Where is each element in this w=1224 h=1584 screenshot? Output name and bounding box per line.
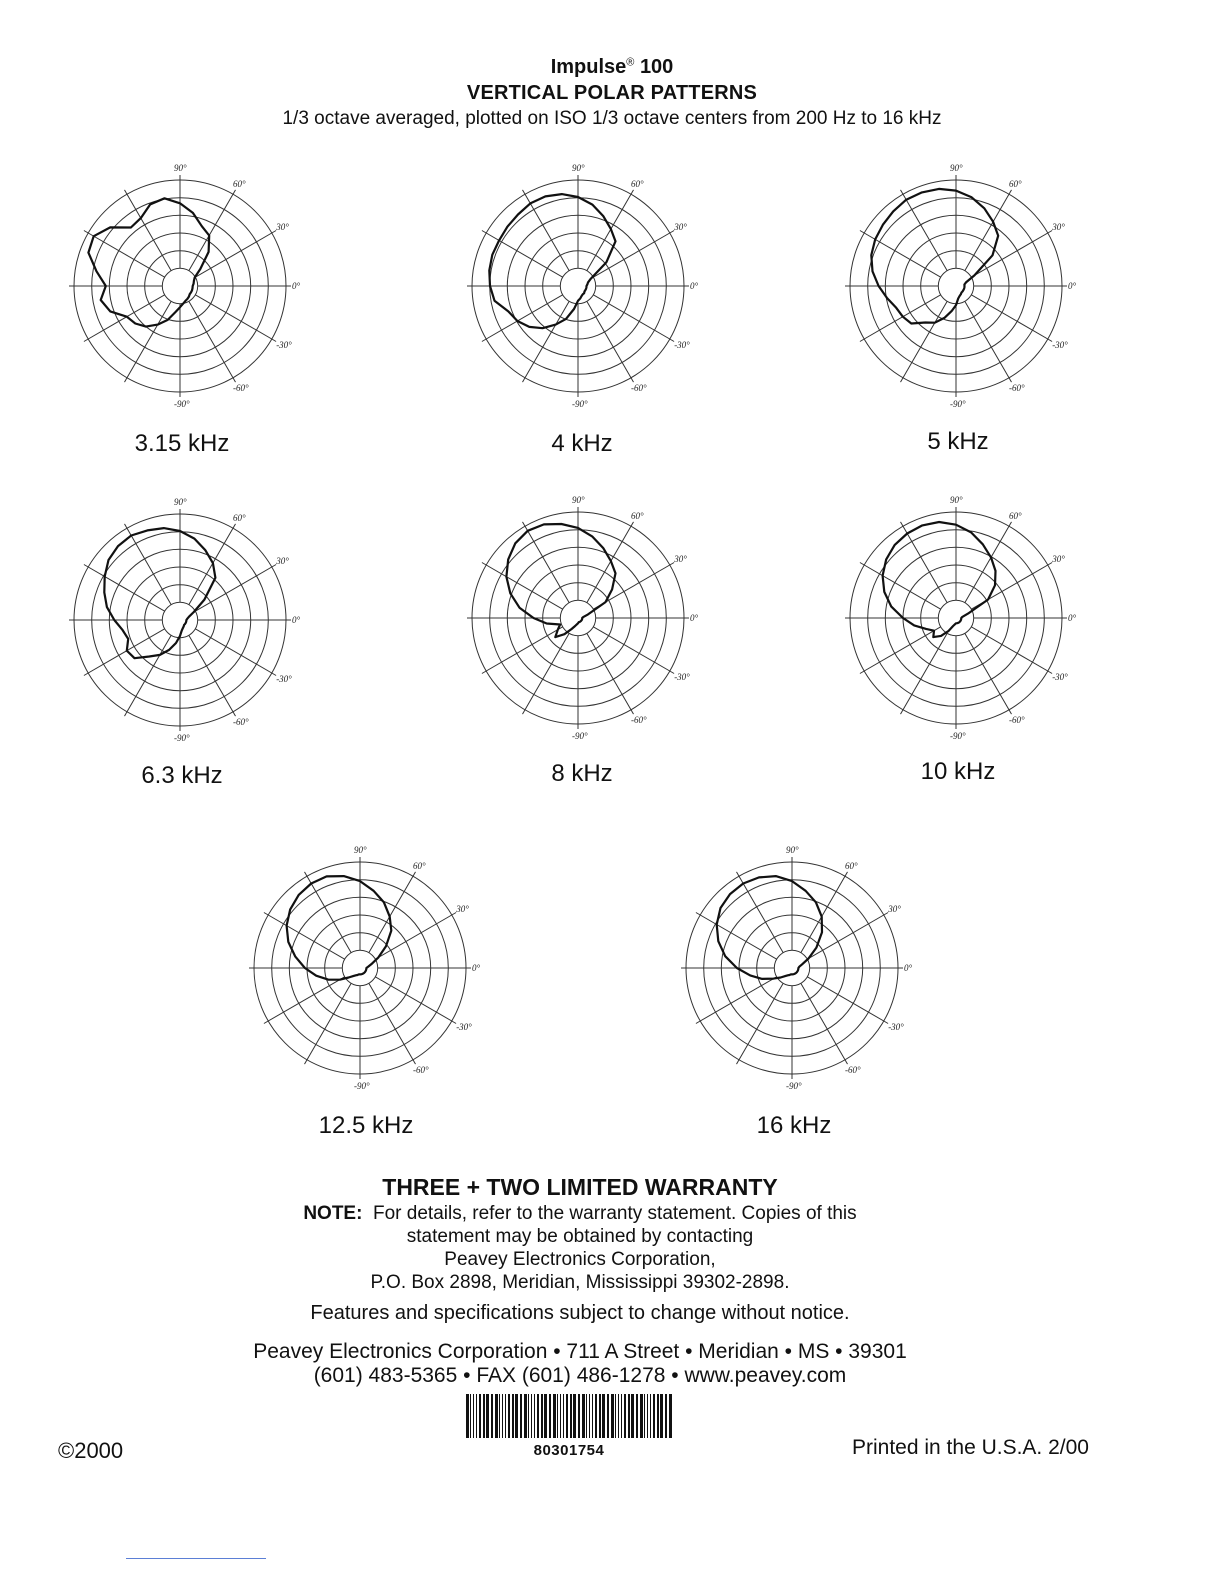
angle-label: 90° <box>572 163 585 173</box>
polar-plot-5 <box>470 496 700 742</box>
angle-label: 90° <box>786 845 799 855</box>
angle-label: 0° <box>472 963 481 973</box>
barcode-bar <box>618 1394 619 1438</box>
angle-label: -90° <box>950 399 966 409</box>
barcode-bar <box>537 1394 539 1438</box>
barcode-bar <box>589 1394 590 1438</box>
note-label: NOTE: <box>303 1203 363 1224</box>
warranty-note-line-2: statement may be obtained by contacting <box>406 1226 754 1247</box>
barcode-bar <box>650 1394 651 1438</box>
polar-response-curve <box>717 876 822 979</box>
polar-plot-2 <box>470 164 700 410</box>
barcode-bar <box>549 1394 551 1438</box>
angle-label: -90° <box>572 399 588 409</box>
page-title: VERTICAL POLAR PATTERNS <box>466 82 758 104</box>
freq-label-5: 8 kHz <box>551 760 613 787</box>
barcode-bar <box>615 1394 616 1438</box>
angle-label: 0° <box>1068 613 1077 623</box>
barcode-bar <box>595 1394 597 1438</box>
warranty-title: THREE + TWO LIMITED WARRANTY <box>382 1174 778 1200</box>
angle-label: 0° <box>292 281 301 291</box>
barcode-bar <box>541 1394 543 1438</box>
barcode-bar <box>515 1394 518 1438</box>
barcode-bar <box>636 1394 638 1438</box>
freq-label-4: 6.3 kHz <box>141 762 223 789</box>
barcode-bar <box>611 1394 614 1438</box>
polar-plot-8 <box>684 846 914 1092</box>
brand-name: Impulse <box>550 56 627 78</box>
freq-label-3: 5 kHz <box>927 428 989 455</box>
angle-label: 60° <box>233 512 246 523</box>
polar-plot-6 <box>848 496 1078 742</box>
angle-label: -60° <box>413 1065 429 1076</box>
warranty-note-line-1 <box>0 1203 1160 1225</box>
angle-label: -60° <box>631 715 647 726</box>
polar-ring <box>560 600 595 635</box>
angle-label: -90° <box>572 731 588 741</box>
angle-label: -90° <box>950 731 966 741</box>
angle-label: 60° <box>1009 178 1022 189</box>
freq-label-7: 12.5 kHz <box>318 1112 414 1139</box>
barcode-bar <box>470 1394 471 1438</box>
page-subtitle: 1/3 octave averaged, plotted on ISO 1/3 octave centers from 200 Hz to 16 kHz <box>282 108 942 129</box>
printed-in: Printed in the U.S.A. 2/00 <box>852 1436 1089 1459</box>
polar-ring <box>938 268 973 303</box>
angle-label: 30° <box>456 904 469 914</box>
polar-ring <box>342 950 377 985</box>
polar-response-curve <box>88 198 209 326</box>
barcode-bar <box>483 1394 485 1438</box>
angle-label: 30° <box>1052 554 1065 564</box>
registered-mark: ® <box>626 56 635 69</box>
barcode-bar <box>592 1394 593 1438</box>
barcode-bar <box>582 1394 585 1438</box>
barcode-bar <box>669 1394 672 1438</box>
product-brand <box>0 56 1224 79</box>
barcode-bar <box>566 1394 568 1438</box>
barcode-bar <box>524 1394 527 1438</box>
barcode-bar <box>466 1394 469 1438</box>
copyright: ©2000 <box>58 1438 124 1463</box>
footer-rule <box>126 1558 266 1559</box>
polar-ring <box>938 600 973 635</box>
barcode-bar <box>512 1394 514 1438</box>
note-text-1: For details, refer to the warranty statement. Copies of this <box>373 1203 857 1224</box>
angle-label: -90° <box>174 399 190 409</box>
barcode-bar <box>502 1394 503 1438</box>
angle-label: -30° <box>674 672 690 682</box>
polar-plot-7 <box>252 846 482 1092</box>
barcode-bar <box>660 1394 663 1438</box>
barcode-bar <box>563 1394 564 1438</box>
polar-response-curve <box>104 528 215 658</box>
barcode-bar <box>553 1394 556 1438</box>
barcode-bar <box>557 1394 558 1438</box>
specs-notice: Features and specifications subject to change without notice. <box>310 1302 850 1324</box>
angle-label: 0° <box>690 613 699 623</box>
angle-label: -60° <box>845 1065 861 1076</box>
barcode-bar <box>473 1394 474 1438</box>
polar-plot-4 <box>72 498 302 744</box>
angle-label: -90° <box>354 1081 370 1091</box>
angle-label: 30° <box>276 556 289 566</box>
angle-label: 90° <box>572 495 585 505</box>
barcode-bar <box>534 1394 535 1438</box>
angle-label: -30° <box>456 1022 472 1032</box>
company-contact: (601) 483-5365 • FAX (601) 486-1278 • www.peavey.com <box>313 1364 847 1387</box>
barcode-bar <box>578 1394 580 1438</box>
barcode <box>466 1394 672 1438</box>
angle-label: 0° <box>1068 281 1077 291</box>
polar-ring <box>560 268 595 303</box>
angle-label: 30° <box>674 222 687 232</box>
angle-label: 60° <box>233 178 246 189</box>
angle-label: 90° <box>354 845 367 855</box>
angle-label: -60° <box>1009 715 1025 726</box>
angle-label: 60° <box>631 178 644 189</box>
angle-label: -60° <box>1009 383 1025 394</box>
barcode-bar <box>621 1394 622 1438</box>
angle-label: 30° <box>674 554 687 564</box>
barcode-bar <box>486 1394 489 1438</box>
barcode-bar <box>560 1394 561 1438</box>
warranty-note-line-4: P.O. Box 2898, Meridian, Mississippi 39302-2898. <box>370 1272 790 1293</box>
angle-label: -90° <box>786 1081 802 1091</box>
freq-label-6: 10 kHz <box>920 758 996 785</box>
barcode-bar <box>573 1394 576 1438</box>
barcode-bar <box>491 1394 493 1438</box>
barcode-bar <box>644 1394 645 1438</box>
angle-label: -60° <box>233 717 249 728</box>
angle-label: 90° <box>174 163 187 173</box>
barcode-bar <box>520 1394 522 1438</box>
barcode-bar <box>476 1394 477 1438</box>
barcode-bar <box>653 1394 655 1438</box>
angle-label: 0° <box>292 615 301 625</box>
angle-label: -30° <box>276 674 292 684</box>
angle-label: -90° <box>174 733 190 743</box>
polar-plot-1 <box>72 164 302 410</box>
freq-label-1: 3.15 kHz <box>134 430 230 457</box>
barcode-bar <box>508 1394 510 1438</box>
barcode-bar <box>631 1394 634 1438</box>
angle-label: 90° <box>174 497 187 507</box>
barcode-bar <box>607 1394 609 1438</box>
angle-label: -30° <box>1052 672 1068 682</box>
angle-label: 90° <box>950 163 963 173</box>
angle-label: 0° <box>690 281 699 291</box>
angle-label: 30° <box>888 904 901 914</box>
angle-label: 60° <box>845 860 858 871</box>
company-address: Peavey Electronics Corporation • 711 A Street • Meridian • MS • 39301 <box>253 1340 907 1363</box>
barcode-bar <box>528 1394 529 1438</box>
barcode-bar <box>505 1394 506 1438</box>
angle-label: -30° <box>1052 340 1068 350</box>
barcode-bar <box>624 1394 626 1438</box>
freq-label-8: 16 kHz <box>756 1112 832 1139</box>
angle-label: -60° <box>233 383 249 394</box>
model-number: 100 <box>639 56 674 78</box>
angle-label: 60° <box>631 510 644 521</box>
barcode-bar <box>544 1394 547 1438</box>
barcode-bar <box>628 1394 630 1438</box>
barcode-bar <box>586 1394 587 1438</box>
angle-label: -30° <box>674 340 690 350</box>
angle-label: 0° <box>904 963 913 973</box>
barcode-bar <box>495 1394 498 1438</box>
barcode-bar <box>599 1394 601 1438</box>
barcode-bar <box>665 1394 667 1438</box>
barcode-bar <box>647 1394 648 1438</box>
polar-plot-3 <box>848 164 1078 410</box>
barcode-bar <box>570 1394 572 1438</box>
polar-response-curve <box>871 189 998 324</box>
angle-label: 60° <box>413 860 426 871</box>
angle-label: 30° <box>276 222 289 232</box>
barcode-bar <box>657 1394 659 1438</box>
barcode-bar <box>602 1394 605 1438</box>
polar-ring <box>774 950 809 985</box>
barcode-number: 80301754 <box>533 1442 605 1459</box>
angle-label: -30° <box>888 1022 904 1032</box>
barcode-bar <box>499 1394 500 1438</box>
angle-label: -60° <box>631 383 647 394</box>
angle-label: 90° <box>950 495 963 505</box>
angle-label: 30° <box>1052 222 1065 232</box>
freq-label-2: 4 kHz <box>551 430 613 457</box>
barcode-bar <box>479 1394 481 1438</box>
barcode-bar <box>531 1394 532 1438</box>
angle-label: 60° <box>1009 510 1022 521</box>
barcode-bar <box>640 1394 643 1438</box>
angle-label: -30° <box>276 340 292 350</box>
warranty-note-line-3: Peavey Electronics Corporation, <box>444 1249 716 1270</box>
